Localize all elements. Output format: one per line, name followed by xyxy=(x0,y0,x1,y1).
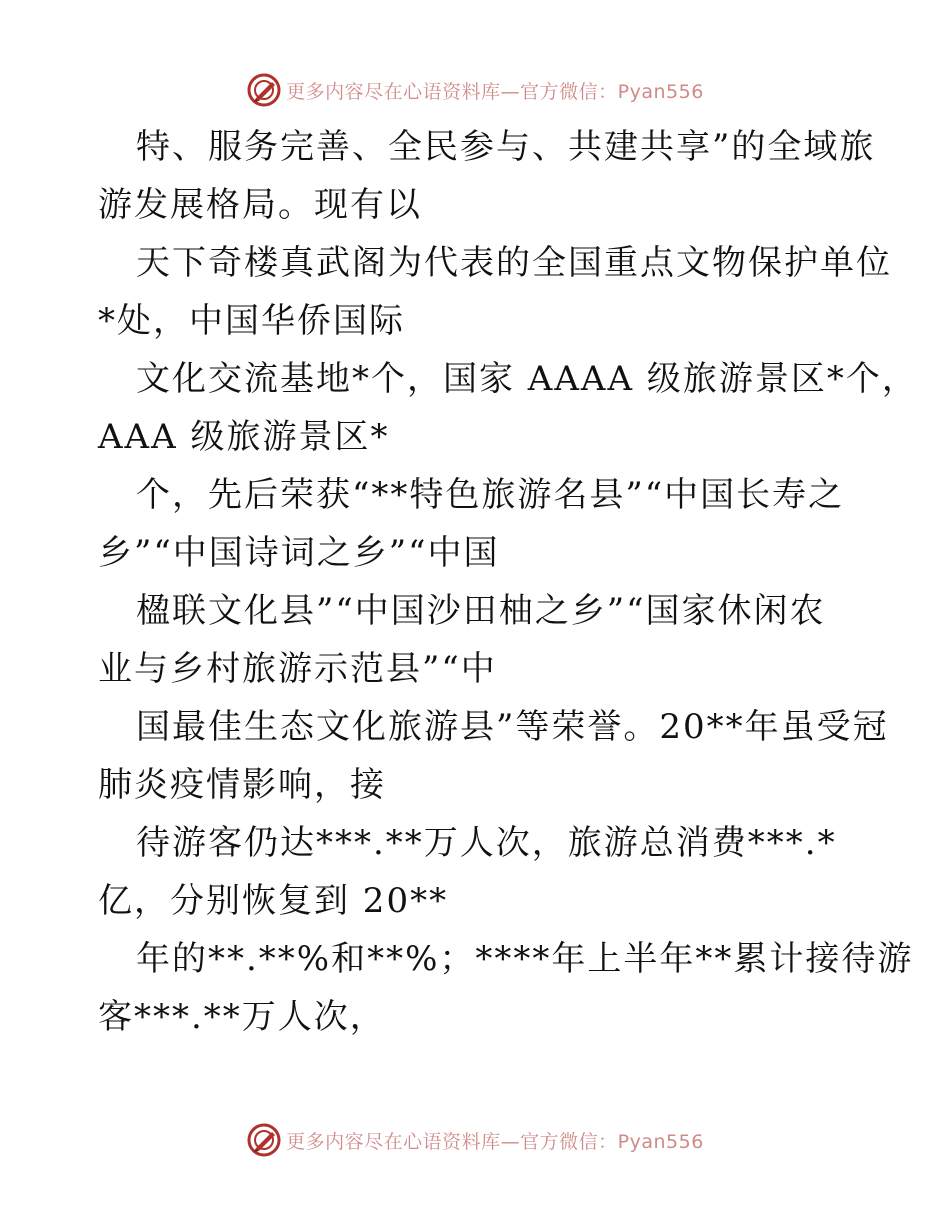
text-line: 乡”“中国诗词之乡”“中国 xyxy=(98,533,500,573)
text-line: 年的**.**%和**%；****年上半年**累计接待游 xyxy=(136,939,914,979)
text-line: *处，中国华侨国际 xyxy=(98,301,405,341)
header-banner-text: 更多内容尽在心语资料库—官方微信：Pyan556 xyxy=(286,80,704,103)
document-body xyxy=(98,118,918,1046)
text-line: 国最佳生态文化旅游县”等荣誉。20**年虽受冠 xyxy=(136,707,889,747)
text-line: 肺炎疫情影响，接 xyxy=(98,765,386,805)
text-line: 文化交流基地*个，国家 AAAA 级旅游景区*个， xyxy=(136,359,918,399)
text-line: 天下奇楼真武阁为代表的全国重点文物保护单位 xyxy=(136,243,892,283)
text-line: 待游客仍达***.**万人次，旅游总消费***.* xyxy=(136,823,837,863)
header-banner xyxy=(0,70,950,110)
footer-banner xyxy=(0,1120,950,1160)
text-line: AAA 级旅游景区* xyxy=(98,417,390,457)
text-line: 楹联文化县”“中国沙田柚之乡”“国家休闲农 xyxy=(136,591,826,631)
text-line: 亿，分别恢复到 20** xyxy=(98,881,449,921)
text-line: 客***.**万人次， xyxy=(98,997,386,1037)
text-line: 业与乡村旅游示范县”“中 xyxy=(98,649,497,689)
text-line: 个，先后荣获“**特色旅游名县”“中国长寿之 xyxy=(136,475,845,515)
pen-logo-icon xyxy=(246,1122,282,1158)
text-line: 特、服务完善、全民参与、共建共享”的全域旅 xyxy=(136,127,876,167)
footer-banner-text: 更多内容尽在心语资料库—官方微信：Pyan556 xyxy=(286,1130,704,1153)
pen-logo-icon xyxy=(246,72,282,108)
text-line: 游发展格局。现有以 xyxy=(98,185,422,225)
